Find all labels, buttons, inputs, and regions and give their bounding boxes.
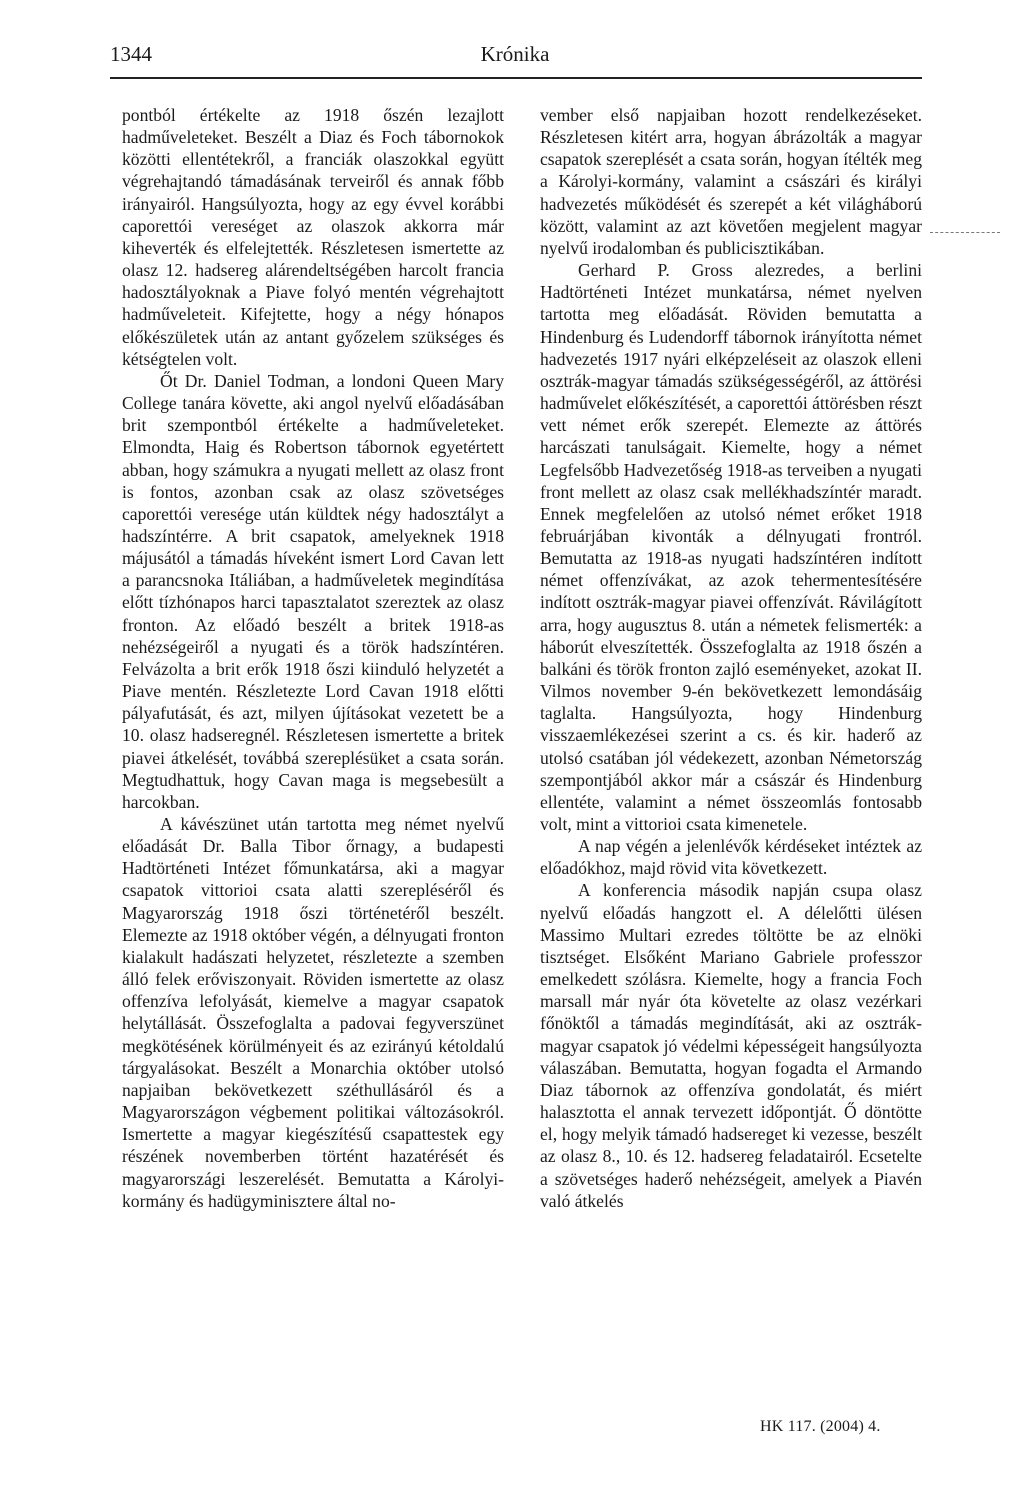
margin-dash-mark [930,232,1000,233]
page-number: 1344 [110,42,152,66]
paragraph: pontból értékelte az 1918 őszén lezajlott hadműveleteket. Beszélt a Diaz és Foch tábornokok közötti ellentétekről, a franciák olaszokkal együtt végrehajtandó támadásának terveiről és annak főbb irányairól. Hangsúlyozta, hogy az egy évvel korábbi caporettói vereséget az olaszok akkorra már kiheverték és elfelejtették. Részletesen ismertette az olasz 12. hadsereg alárendeltségében harcolt francia hadosztályoknak a Piave folyó mentén végrehajtott hadműveleteit. Kifejtette, hogy a négy hónapos előkészületek után az antant győzelem szükséges és kétségtelen volt. [122,105,504,369]
header-rule [110,77,922,79]
paragraph: A kávészünet után tartotta meg német nyelvű előadását Dr. Balla Tibor őrnagy, a budapesti Hadtörténeti Intézet főmunkatársa, aki a magyar csapatok vittorioi csata alatti szerepléséről és Magyarország 1918 őszi történetéről beszélt. Elemezte az 1918 október végén, a délnyugati fronton kialakult hadászati helyzetet, részletezte a szemben álló felek erőviszonyait. Röviden ismertette az olasz offenzíva lefolyását, kiemelve a magyar csapatok helytállását. Összefoglalta a padovai fegyverszünet megkötésének körülményeit és az ezirányú kétoldalú tárgyalásokat. Beszélt a Monarchia október utolsó napjaiban bekövetkezett széthullásáról és a Magyarországon végbement politikai változásokról. Ismertette a magyar kiegészítésű csapattestek egy részének novemberben történt hazatérését és magyarországi leszerelését. Bemutatta a Károlyi-kormány és hadügyminisztere által no- [122,814,504,1211]
paragraph: Gerhard P. Gross alezredes, a berlini Hadtörténeti Intézet munkatársa, német nyelven tartotta meg előadását. Röviden bemutatta a Hindenburg és Ludendorff tábornok irányította német hadvezetés 1917 nyári elképzeléseit az olaszok elleni osztrák-magyar támadás szükségességéről, az áttörési hadművelet előkészítését, a caporettói áttörésben részt vett német erők szerepét. Elemezte az áttörés harcászati tanulságait. Kiemelte, hogy a német Legfelsőbb Hadvezetőség 1918-as terveiben a nyugati front mellett az olasz csak mellékhadszíntér maradt. Ennek megfelelően az utolsó német erőket 1918 februárjában kivonták a délnyugati frontról. Bemutatta az 1918-as nyugati hadszíntéren indított német offenzívákat, az azok tehermentesítésére indított osztrák-magyar piavei offenzívát. Rávilágított arra, hogy augusztus 8. után a németek felismerték: a háborút elveszítették. Összefoglalta az 1918 őszén a balkáni és török fronton zajló eseményeket, azokat II. Vilmos november 9-én bekövetkezett lemondásáig taglalta. Hangsúlyozta, hogy Hindenburg visszaemlékezései szerint a cs. és kir. haderő az utolsó csatában jól védekezett, azonban Németország szempontjából akkor már a császár és Hindenburg ellentéte, valamint a német összeomlás fontosabb volt, mint a vittorioi csata kimenetele. [540,260,923,834]
journal-reference: HK 117. (2004) 4. [760,1418,881,1435]
paragraph: A nap végén a jelenlévők kérdéseket intéztek az előadókhoz, majd rövid vita következett. [540,836,922,879]
paragraph: A konferencia második napján csupa olasz nyelvű előadás hangzott el. A délelőtti ülésen Massimo Multari ezredes töltötte be az elnöki tisztséget. Elsőként Mariano Gabriele professzor emelkedett szólásra. Kiemelte, hogy a francia Foch marsall már nyár óta követelte az olasz vezérkari főnöktől a támadás megindítását, aki az osztrák-magyar csapatok jó védelmi képességeit hangsúlyozta válaszában. Bemutatta, hogyan fogadta el Armando Diaz tábornok az offenzíva gondolatát, és miért halasztotta el annak tervezett időpontját. Ő döntötte el, hogy melyik támadó hadsereget ki vezesse, beszélt az olasz 8., 10. és 12. hadsereg feladatairól. Ecsetelte a szövetséges haderő nehézségeit, amelyek a Piavén való átkelés [540,880,922,1211]
paragraph: vember első napjaiban hozott rendelkezéseket. Részletesen kitért arra, hogyan ábrázolták a magyar csapatok szereplését a csata során, hogyan ítélték meg a Károlyi-kormány, valamint a császári és királyi hadvezetés működését és szerepét a két világháború között, valamint az azt követően megjelent magyar nyelvű irodalomban és publicisztikában. [540,105,922,258]
page-header [110,42,920,76]
left-column [122,104,504,1212]
paragraph: Őt Dr. Daniel Todman, a londoni Queen Mary College tanára követte, aki angol nyelvű előadásában brit szempontból értékelte a hadműveleteket. Elmondta, Haig és Robertson tábornok egyetértett abban, hogy számukra a nyugati mellett az olasz front is fontos, azonban csak az olasz szövetséges caporettói veresége után küldtek négy hadosztályt a hadszíntérre. A brit csapatok, amelyeknek 1918 májusától a támadás híveként ismert Lord Cavan lett a parancsnoka Itáliában, a hadműveletek megindítása előtt tízhónapos harci tapasztalatot szereztek az olasz fronton. Az előadó beszélt a britek 1918-as nehézségeiről a nyugati és a török hadszíntéren. Felvázolta a brit erők 1918 őszi kiinduló helyzetét a Piave mentén. Részletezte Lord Cavan 1918 előtti pályafutását, és azt, milyen újításokat vezetett be a 10. olasz hadseregnél. Részletesen ismertette a britek piavei átkelését, továbbá szereplésüket a csata során. Megtudhattuk, hogy Cavan maga is megsebesült a harcokban. [122,370,504,812]
right-column [540,104,922,1212]
running-title: Krónika [480,42,550,66]
